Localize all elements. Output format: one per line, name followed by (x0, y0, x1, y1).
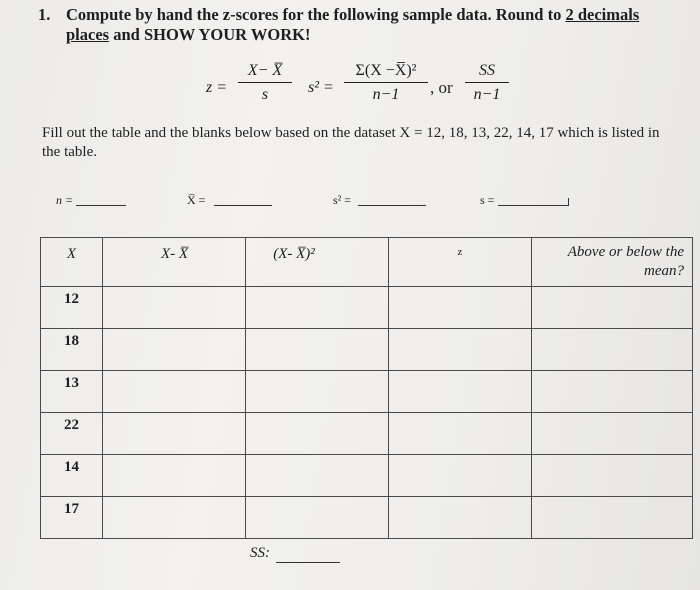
squared-cell[interactable] (246, 413, 389, 455)
s2-blank-label: s² = (333, 193, 352, 207)
squared-cell[interactable] (246, 329, 389, 371)
table-header-row (41, 238, 693, 287)
s2-formula-lhs: s² = (308, 79, 334, 96)
ss-denominator: n−1 (473, 86, 501, 103)
table-row (41, 455, 693, 497)
s-blank-line[interactable] (498, 205, 568, 206)
z-formula-fraction (238, 62, 292, 104)
z-cell[interactable] (389, 329, 532, 371)
n-blank-line[interactable] (76, 205, 126, 206)
deviation-cell[interactable] (103, 455, 246, 497)
x-value-cell: 13 (41, 371, 103, 413)
xbar-blank-line[interactable] (214, 205, 272, 206)
underlined-places: places (66, 25, 110, 44)
header-z: z (389, 238, 532, 287)
s-blank-line-end (568, 198, 569, 206)
x-value-cell: 18 (41, 329, 103, 371)
z-cell[interactable] (389, 497, 532, 539)
x-value-cell: 14 (41, 455, 103, 497)
z-cell[interactable] (389, 413, 532, 455)
x-value-cell: 17 (41, 497, 103, 539)
or-text: , or (430, 78, 453, 97)
s-blank-label: s = (480, 193, 495, 207)
x-value-cell: 22 (41, 413, 103, 455)
question-text-part2: and SHOW YOUR WORK! (109, 25, 311, 44)
table-row (41, 413, 693, 455)
table-row (41, 329, 693, 371)
ss-blank-line[interactable] (276, 562, 340, 563)
above-below-cell[interactable] (532, 371, 693, 413)
question-number: 1. (38, 5, 51, 24)
deviation-cell[interactable] (103, 497, 246, 539)
question-text-part1: Compute by hand the z-scores for the following sample data. Round to (66, 5, 566, 24)
x-value-cell: 12 (41, 287, 103, 329)
ss-numerator: SS (479, 62, 495, 79)
question-text (66, 5, 676, 45)
n-blank-label: n = (56, 193, 74, 207)
header-x: X (41, 238, 103, 287)
header-squared-deviation: (X- X̅)² (246, 238, 389, 287)
z-cell[interactable] (389, 287, 532, 329)
header-above-below: Above or below the mean? (532, 238, 693, 287)
z-fraction-bar (238, 82, 292, 83)
z-denominator: s (261, 86, 269, 103)
ss-fraction-bar (465, 82, 509, 83)
squared-cell[interactable] (246, 287, 389, 329)
table-row (41, 497, 693, 539)
s2-formula-fraction (344, 62, 428, 104)
table-row (41, 287, 693, 329)
s2-blank-line[interactable] (358, 205, 426, 206)
instructions-text: Fill out the table and the blanks below based on the dataset X = 12, 18, 13, 22, 14, 17 which is listed in the table. (42, 125, 660, 160)
deviation-cell[interactable] (103, 329, 246, 371)
s2-numerator: Σ(X −X̅)² (355, 62, 417, 79)
ss-formula-fraction (465, 62, 509, 104)
s2-denominator: n−1 (372, 86, 400, 103)
z-numerator: X− X̅ (247, 62, 283, 79)
deviation-cell[interactable] (103, 287, 246, 329)
deviation-cell[interactable] (103, 371, 246, 413)
zscore-table (40, 237, 693, 539)
above-below-cell[interactable] (532, 497, 693, 539)
above-below-cell[interactable] (532, 413, 693, 455)
squared-cell[interactable] (246, 371, 389, 413)
z-formula-lhs: z = (206, 79, 228, 96)
z-cell[interactable] (389, 371, 532, 413)
header-x-minus-mean: X- X̅ (103, 238, 246, 287)
ss-label: SS: (250, 545, 270, 561)
squared-cell[interactable] (246, 497, 389, 539)
above-below-cell[interactable] (532, 455, 693, 497)
table-row (41, 371, 693, 413)
deviation-cell[interactable] (103, 413, 246, 455)
s2-fraction-bar (344, 82, 428, 83)
above-below-cell[interactable] (532, 287, 693, 329)
underlined-decimals: 2 decimals (565, 5, 640, 24)
xbar-blank-label: X̅ = (187, 193, 206, 207)
z-cell[interactable] (389, 455, 532, 497)
squared-cell[interactable] (246, 455, 389, 497)
above-below-cell[interactable] (532, 329, 693, 371)
